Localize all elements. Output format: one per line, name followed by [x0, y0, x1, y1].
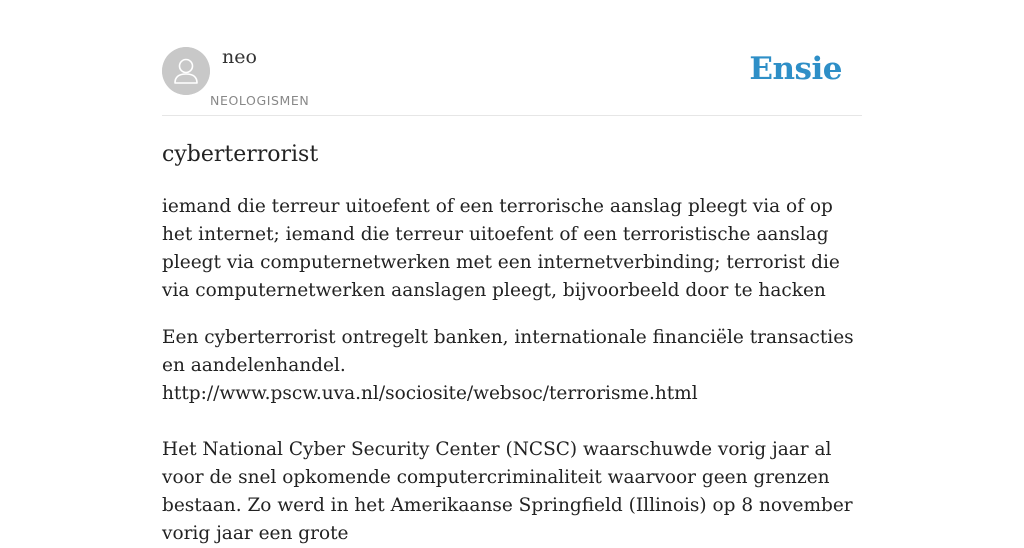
entry-header	[162, 0, 862, 116]
entry-page	[162, 0, 862, 548]
example-text: Een cyberterrorist ontregelt banken, internationale financiële transacties en aandelenhandel.	[162, 327, 854, 376]
example-text: Het National Cyber Security Center (NCSC) waarschuwde vorig jaar al voor de snel opkomende computercriminaliteit waarvoor geen grenzen bestaan. Zo werd in het Amerikaanse Springfield (Illinois) op 8 november vorig jaar een grote	[162, 439, 853, 544]
author-link[interactable]: neo	[222, 46, 257, 68]
example-spacer	[162, 408, 862, 436]
user-silhouette-icon	[162, 47, 210, 95]
category-label[interactable]: NEOLOGISMEN	[210, 93, 310, 108]
entry-term: cyberterrorist	[162, 142, 319, 167]
entry-definition: iemand die terreur uitoefent of een terrorische aanslag pleegt via of op het internet; iemand die terreur uitoefent of een terroristische aanslag pleegt via computernetwerken met een internetverbinding; terrorist die via computernetwerken aanslagen pleegt, bijvoorbeeld door te hacken	[162, 196, 840, 301]
entry-example	[162, 324, 862, 548]
site-logo[interactable]: Ensie	[749, 51, 842, 87]
avatar[interactable]	[162, 47, 210, 95]
example-source: http://www.pscw.uva.nl/sociosite/websoc/terrorisme.html	[162, 383, 698, 404]
